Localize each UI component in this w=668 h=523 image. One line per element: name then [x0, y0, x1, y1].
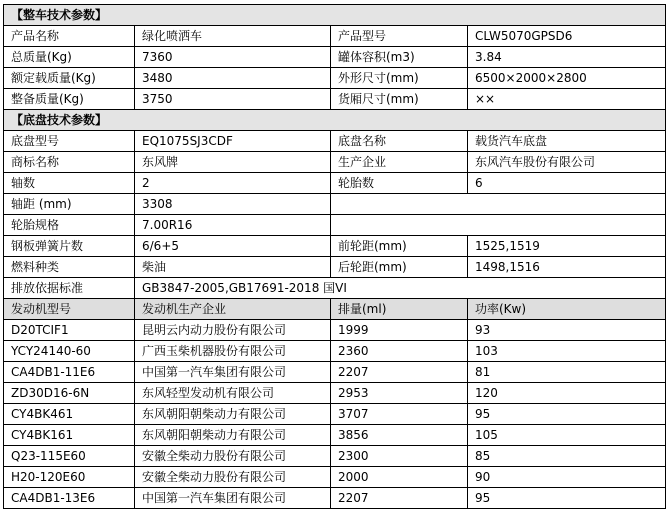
param-label: 排放依据标准 [4, 278, 135, 299]
engine-row [4, 383, 666, 404]
engine-displacement: 1999 [331, 320, 468, 341]
engine-model: ZD30D16-6N [4, 383, 135, 404]
engine-displacement: 2300 [331, 446, 468, 467]
param-value: 3.84 [468, 47, 666, 68]
engine-power: 103 [468, 341, 666, 362]
param-label: 产品型号 [331, 26, 468, 47]
table-row [4, 26, 666, 47]
engine-maker-header: 发动机生产企业 [135, 299, 331, 320]
param-value: 6 [468, 173, 666, 194]
param-value: 载货汽车底盘 [468, 131, 666, 152]
table-row [4, 131, 666, 152]
engine-power: 120 [468, 383, 666, 404]
param-label: 后轮距(mm) [331, 257, 468, 278]
param-value: 绿化喷洒车 [135, 26, 331, 47]
param-value: 7360 [135, 47, 331, 68]
engine-model: CA4DB1-11E6 [4, 362, 135, 383]
param-label: 轴距 (mm) [4, 194, 135, 215]
section-title: 【整车技术参数】 [4, 5, 666, 26]
engine-header-row [4, 299, 666, 320]
param-label: 总质量(Kg) [4, 47, 135, 68]
engine-displacement: 3856 [331, 425, 468, 446]
engine-model: YCY24140-60 [4, 341, 135, 362]
engine-model: CY4BK161 [4, 425, 135, 446]
emission-row [4, 278, 666, 299]
engine-power: 93 [468, 320, 666, 341]
param-label: 燃料种类 [4, 257, 135, 278]
engine-row [4, 320, 666, 341]
engine-maker: 昆明云内动力股份有限公司 [135, 320, 331, 341]
engine-model: D20TCIF1 [4, 320, 135, 341]
param-value: 柴油 [135, 257, 331, 278]
engine-row [4, 467, 666, 488]
table-row [4, 152, 666, 173]
param-label: 轮胎规格 [4, 215, 135, 236]
engine-maker: 中国第一汽车集团有限公司 [135, 362, 331, 383]
engine-power: 90 [468, 467, 666, 488]
param-value: 3308 [135, 194, 331, 215]
param-value: 6/6+5 [135, 236, 331, 257]
param-label: 整备质量(Kg) [4, 89, 135, 110]
param-value: 7.00R16 [135, 215, 331, 236]
section-title: 【底盘技术参数】 [4, 110, 666, 131]
table-row [4, 173, 666, 194]
param-value: 1525,1519 [468, 236, 666, 257]
param-value: EQ1075SJ3CDF [135, 131, 331, 152]
param-value: 2 [135, 173, 331, 194]
param-value: 东风牌 [135, 152, 331, 173]
param-label: 生产企业 [331, 152, 468, 173]
engine-power: 81 [468, 362, 666, 383]
table-row [4, 215, 666, 236]
engine-row [4, 341, 666, 362]
engine-row [4, 446, 666, 467]
engine-power: 105 [468, 425, 666, 446]
engine-model-header: 发动机型号 [4, 299, 135, 320]
engine-model: Q23-115E60 [4, 446, 135, 467]
engine-power: 95 [468, 488, 666, 509]
param-value: ×× [468, 89, 666, 110]
engine-model: CA4DB1-13E6 [4, 488, 135, 509]
section-header-chassis [4, 110, 666, 131]
engine-displacement: 2207 [331, 362, 468, 383]
param-label: 前轮距(mm) [331, 236, 468, 257]
table-row [4, 236, 666, 257]
param-label: 轮胎数 [331, 173, 468, 194]
engine-model: CY4BK461 [4, 404, 135, 425]
table-row [4, 194, 666, 215]
engine-maker: 东风朝阳朝柴动力有限公司 [135, 425, 331, 446]
engine-power-header: 功率(Kw) [468, 299, 666, 320]
empty-cell [331, 215, 666, 236]
engine-power: 95 [468, 404, 666, 425]
engine-maker: 广西玉柴机器股份有限公司 [135, 341, 331, 362]
param-label: 底盘型号 [4, 131, 135, 152]
param-label: 外形尺寸(mm) [331, 68, 468, 89]
engine-displacement: 3707 [331, 404, 468, 425]
engine-row [4, 425, 666, 446]
param-label: 货厢尺寸(mm) [331, 89, 468, 110]
param-label: 产品名称 [4, 26, 135, 47]
engine-maker: 东风朝阳朝柴动力有限公司 [135, 404, 331, 425]
engine-row [4, 362, 666, 383]
empty-cell [331, 194, 666, 215]
param-value: 3750 [135, 89, 331, 110]
table-row [4, 257, 666, 278]
param-label: 钢板弹簧片数 [4, 236, 135, 257]
table-row [4, 47, 666, 68]
param-label: 罐体容积(m3) [331, 47, 468, 68]
engine-maker: 中国第一汽车集团有限公司 [135, 488, 331, 509]
param-label: 额定载质量(Kg) [4, 68, 135, 89]
param-value: 3480 [135, 68, 331, 89]
engine-row [4, 404, 666, 425]
engine-model: H20-120E60 [4, 467, 135, 488]
param-label: 商标名称 [4, 152, 135, 173]
engine-maker: 东风轻型发动机有限公司 [135, 383, 331, 404]
vehicle-spec-table [3, 4, 666, 509]
param-value: 东风汽车股份有限公司 [468, 152, 666, 173]
param-value: GB3847-2005,GB17691-2018 国VI [135, 278, 666, 299]
engine-displacement-header: 排量(ml) [331, 299, 468, 320]
param-label: 底盘名称 [331, 131, 468, 152]
param-value: CLW5070GPSD6 [468, 26, 666, 47]
engine-maker: 安徽全柴动力股份有限公司 [135, 467, 331, 488]
param-label: 轴数 [4, 173, 135, 194]
engine-power: 85 [468, 446, 666, 467]
param-value: 1498,1516 [468, 257, 666, 278]
engine-displacement: 2360 [331, 341, 468, 362]
section-header-vehicle [4, 5, 666, 26]
engine-displacement: 2953 [331, 383, 468, 404]
engine-displacement: 2207 [331, 488, 468, 509]
table-row [4, 68, 666, 89]
engine-row [4, 488, 666, 509]
engine-maker: 安徽全柴动力股份有限公司 [135, 446, 331, 467]
param-value: 6500×2000×2800 [468, 68, 666, 89]
table-row [4, 89, 666, 110]
engine-displacement: 2000 [331, 467, 468, 488]
